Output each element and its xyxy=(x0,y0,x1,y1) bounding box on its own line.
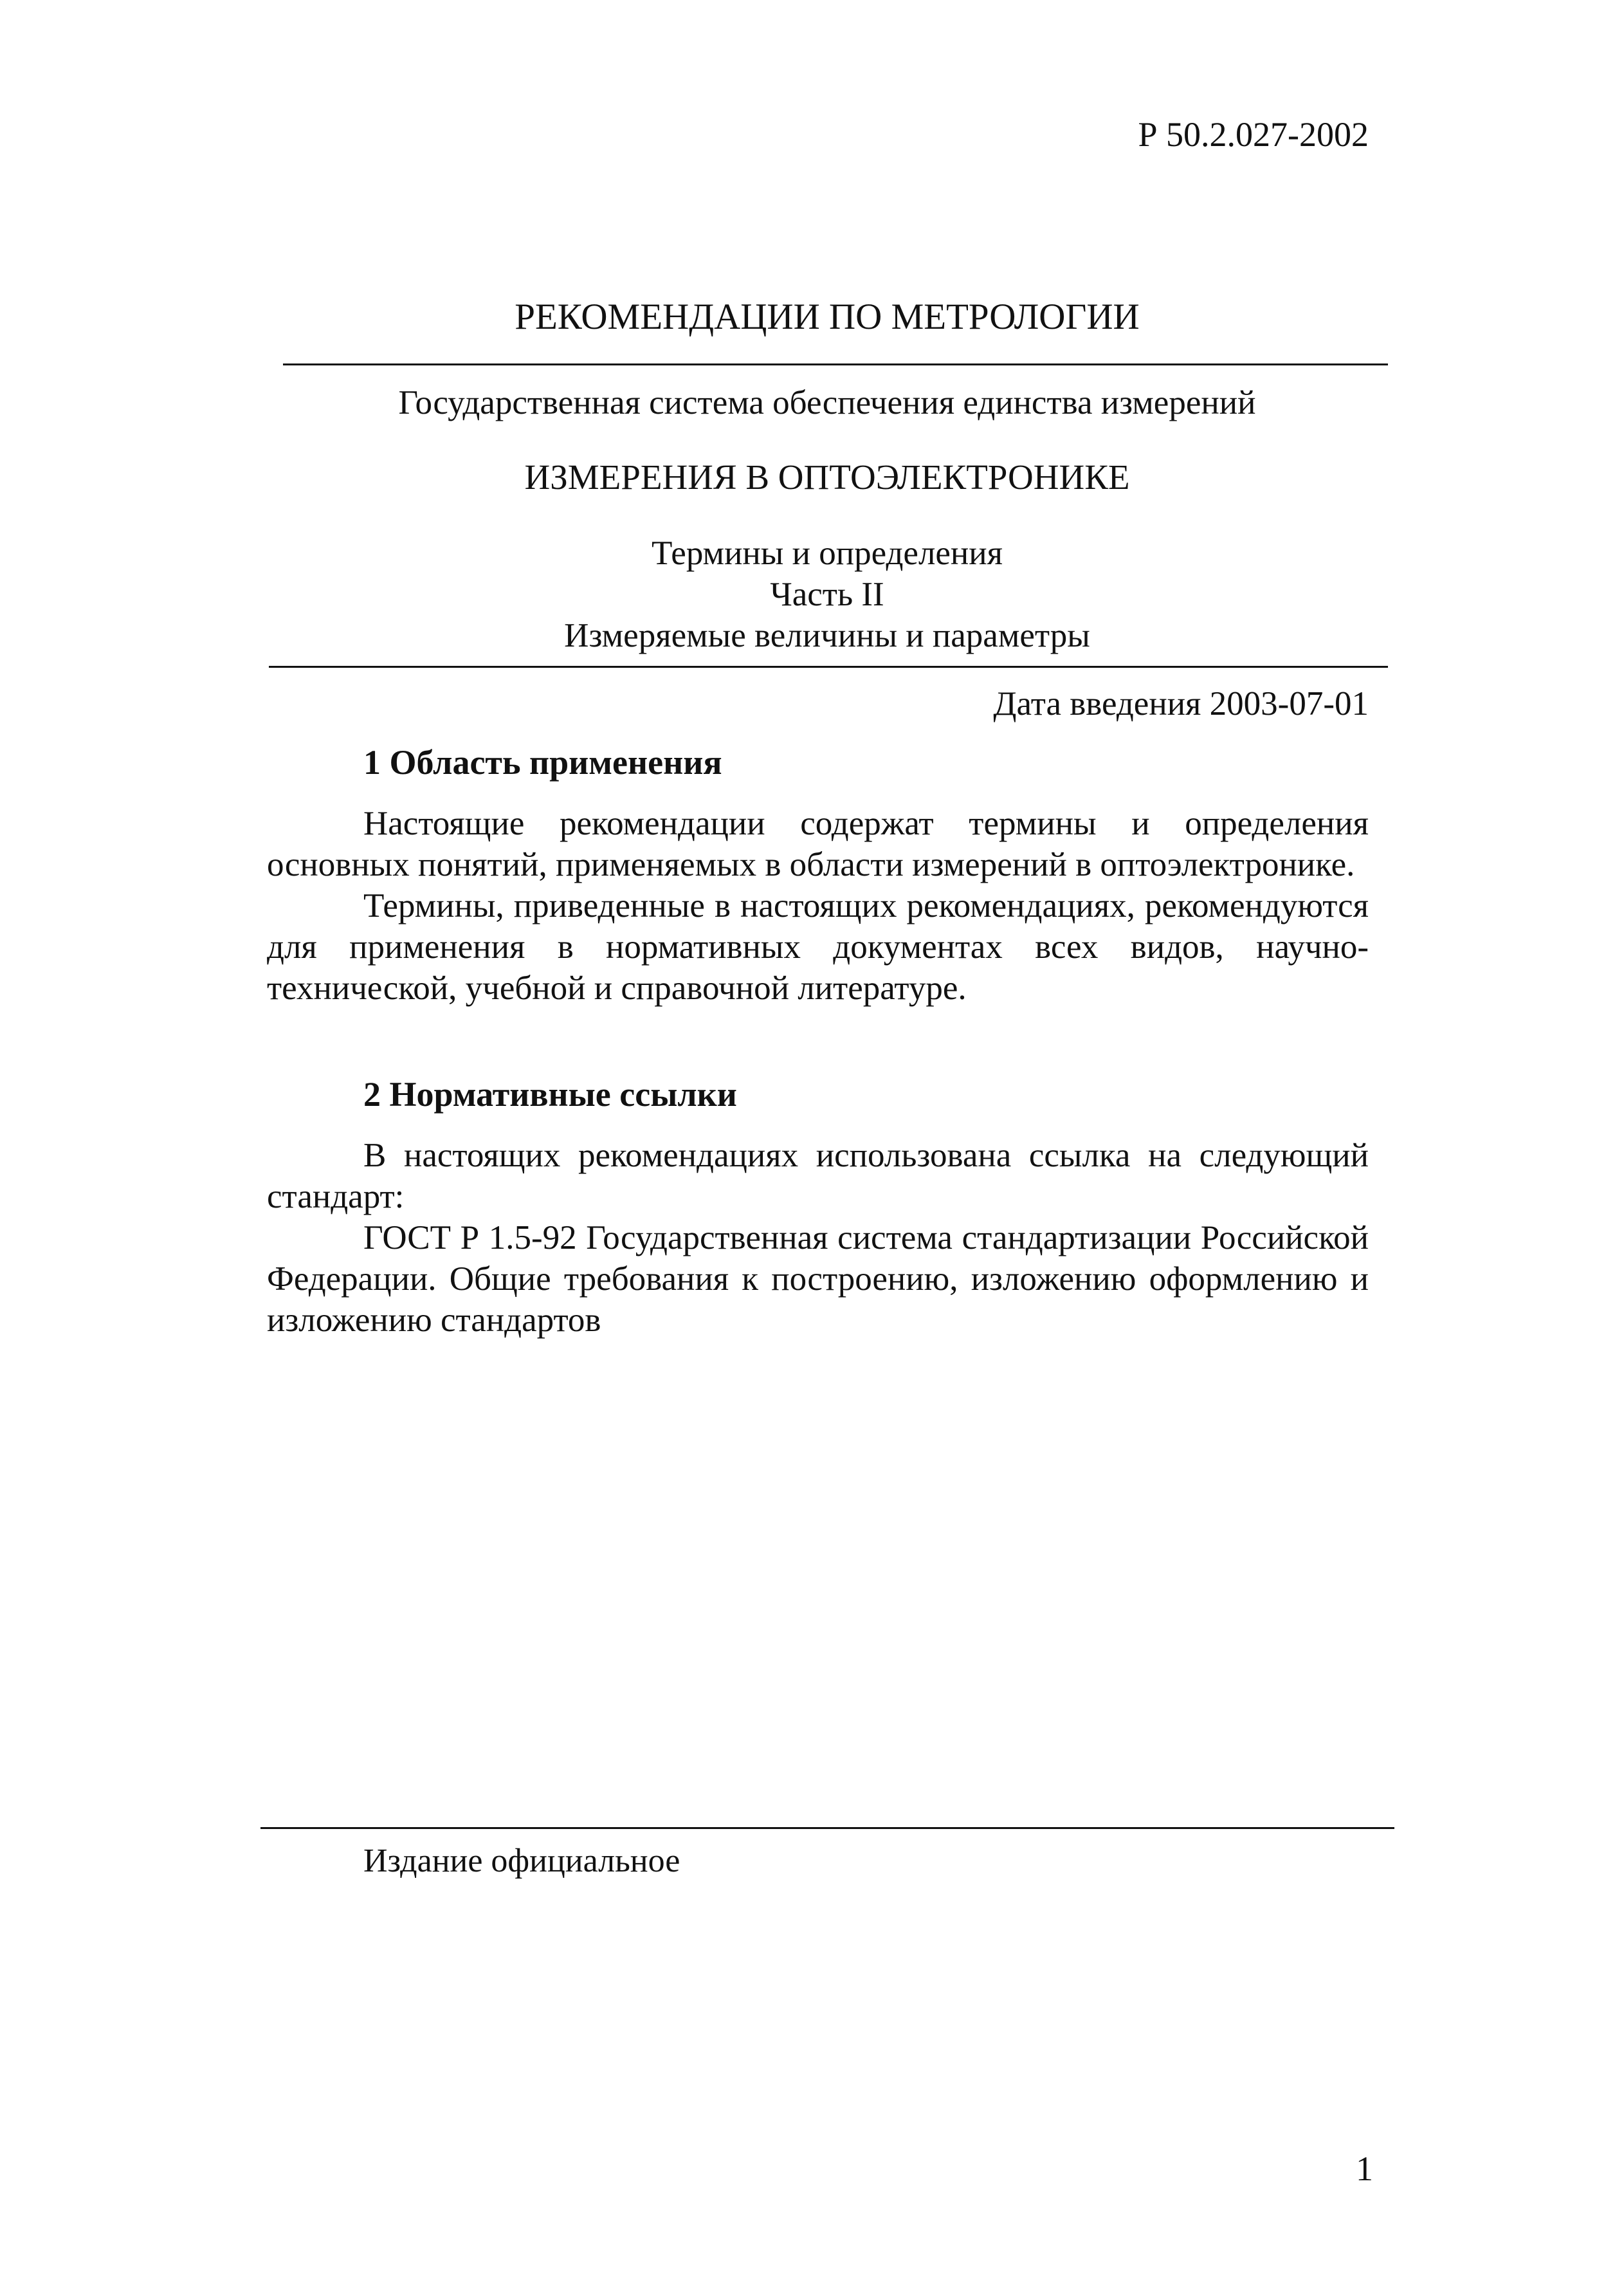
official-edition-label: Издание официальное xyxy=(363,1843,680,1879)
section-heading-scope: 1 Область применения xyxy=(363,743,722,782)
title-top-rule xyxy=(283,363,1388,365)
document-title: ИЗМЕРЕНИЯ В ОПТОЭЛЕКТРОНИКЕ xyxy=(524,457,1130,497)
page-number: 1 xyxy=(1356,2149,1373,2188)
subtitle-line-terms: Термины и определения xyxy=(651,535,1003,572)
introduction-date: Дата введения 2003-07-01 xyxy=(993,685,1369,722)
scope-paragraph-2: Термины, приведенные в настоящих рекомендациях, рекомендуются для применения в нормативных документах всех видов, научно-технической, учебной и справочной литературе. xyxy=(267,887,1369,1007)
series-title: РЕКОМЕНДАЦИИ ПО МЕТРОЛОГИИ xyxy=(515,297,1140,337)
scope-paragraph-1: Настоящие рекомендации содержат термины и определения основных понятий, применяемых в области измерений в оптоэлектронике. xyxy=(267,805,1369,883)
document-subtitle xyxy=(270,533,1384,656)
references-paragraph-1: В настоящих рекомендациях использована ссылка на следующий стандарт: xyxy=(267,1137,1369,1215)
section-body-references xyxy=(267,1135,1369,1341)
document-code: Р 50.2.027-2002 xyxy=(1138,115,1369,154)
footer-rule xyxy=(260,1827,1394,1829)
section-heading-references: 2 Нормативные ссылки xyxy=(363,1075,737,1114)
section-body-scope xyxy=(267,803,1369,1009)
system-title: Государственная система обеспечения единства измерений xyxy=(398,384,1256,421)
references-paragraph-2: ГОСТ Р 1.5-92 Государственная система стандартизации Российской Федерации. Общие требования к построению, изложению оформлению и изложению стандартов xyxy=(267,1219,1369,1339)
subtitle-line-quantities: Измеряемые величины и параметры xyxy=(564,617,1090,654)
subtitle-line-part: Часть II xyxy=(770,576,884,613)
subtitle-bottom-rule xyxy=(269,666,1388,668)
